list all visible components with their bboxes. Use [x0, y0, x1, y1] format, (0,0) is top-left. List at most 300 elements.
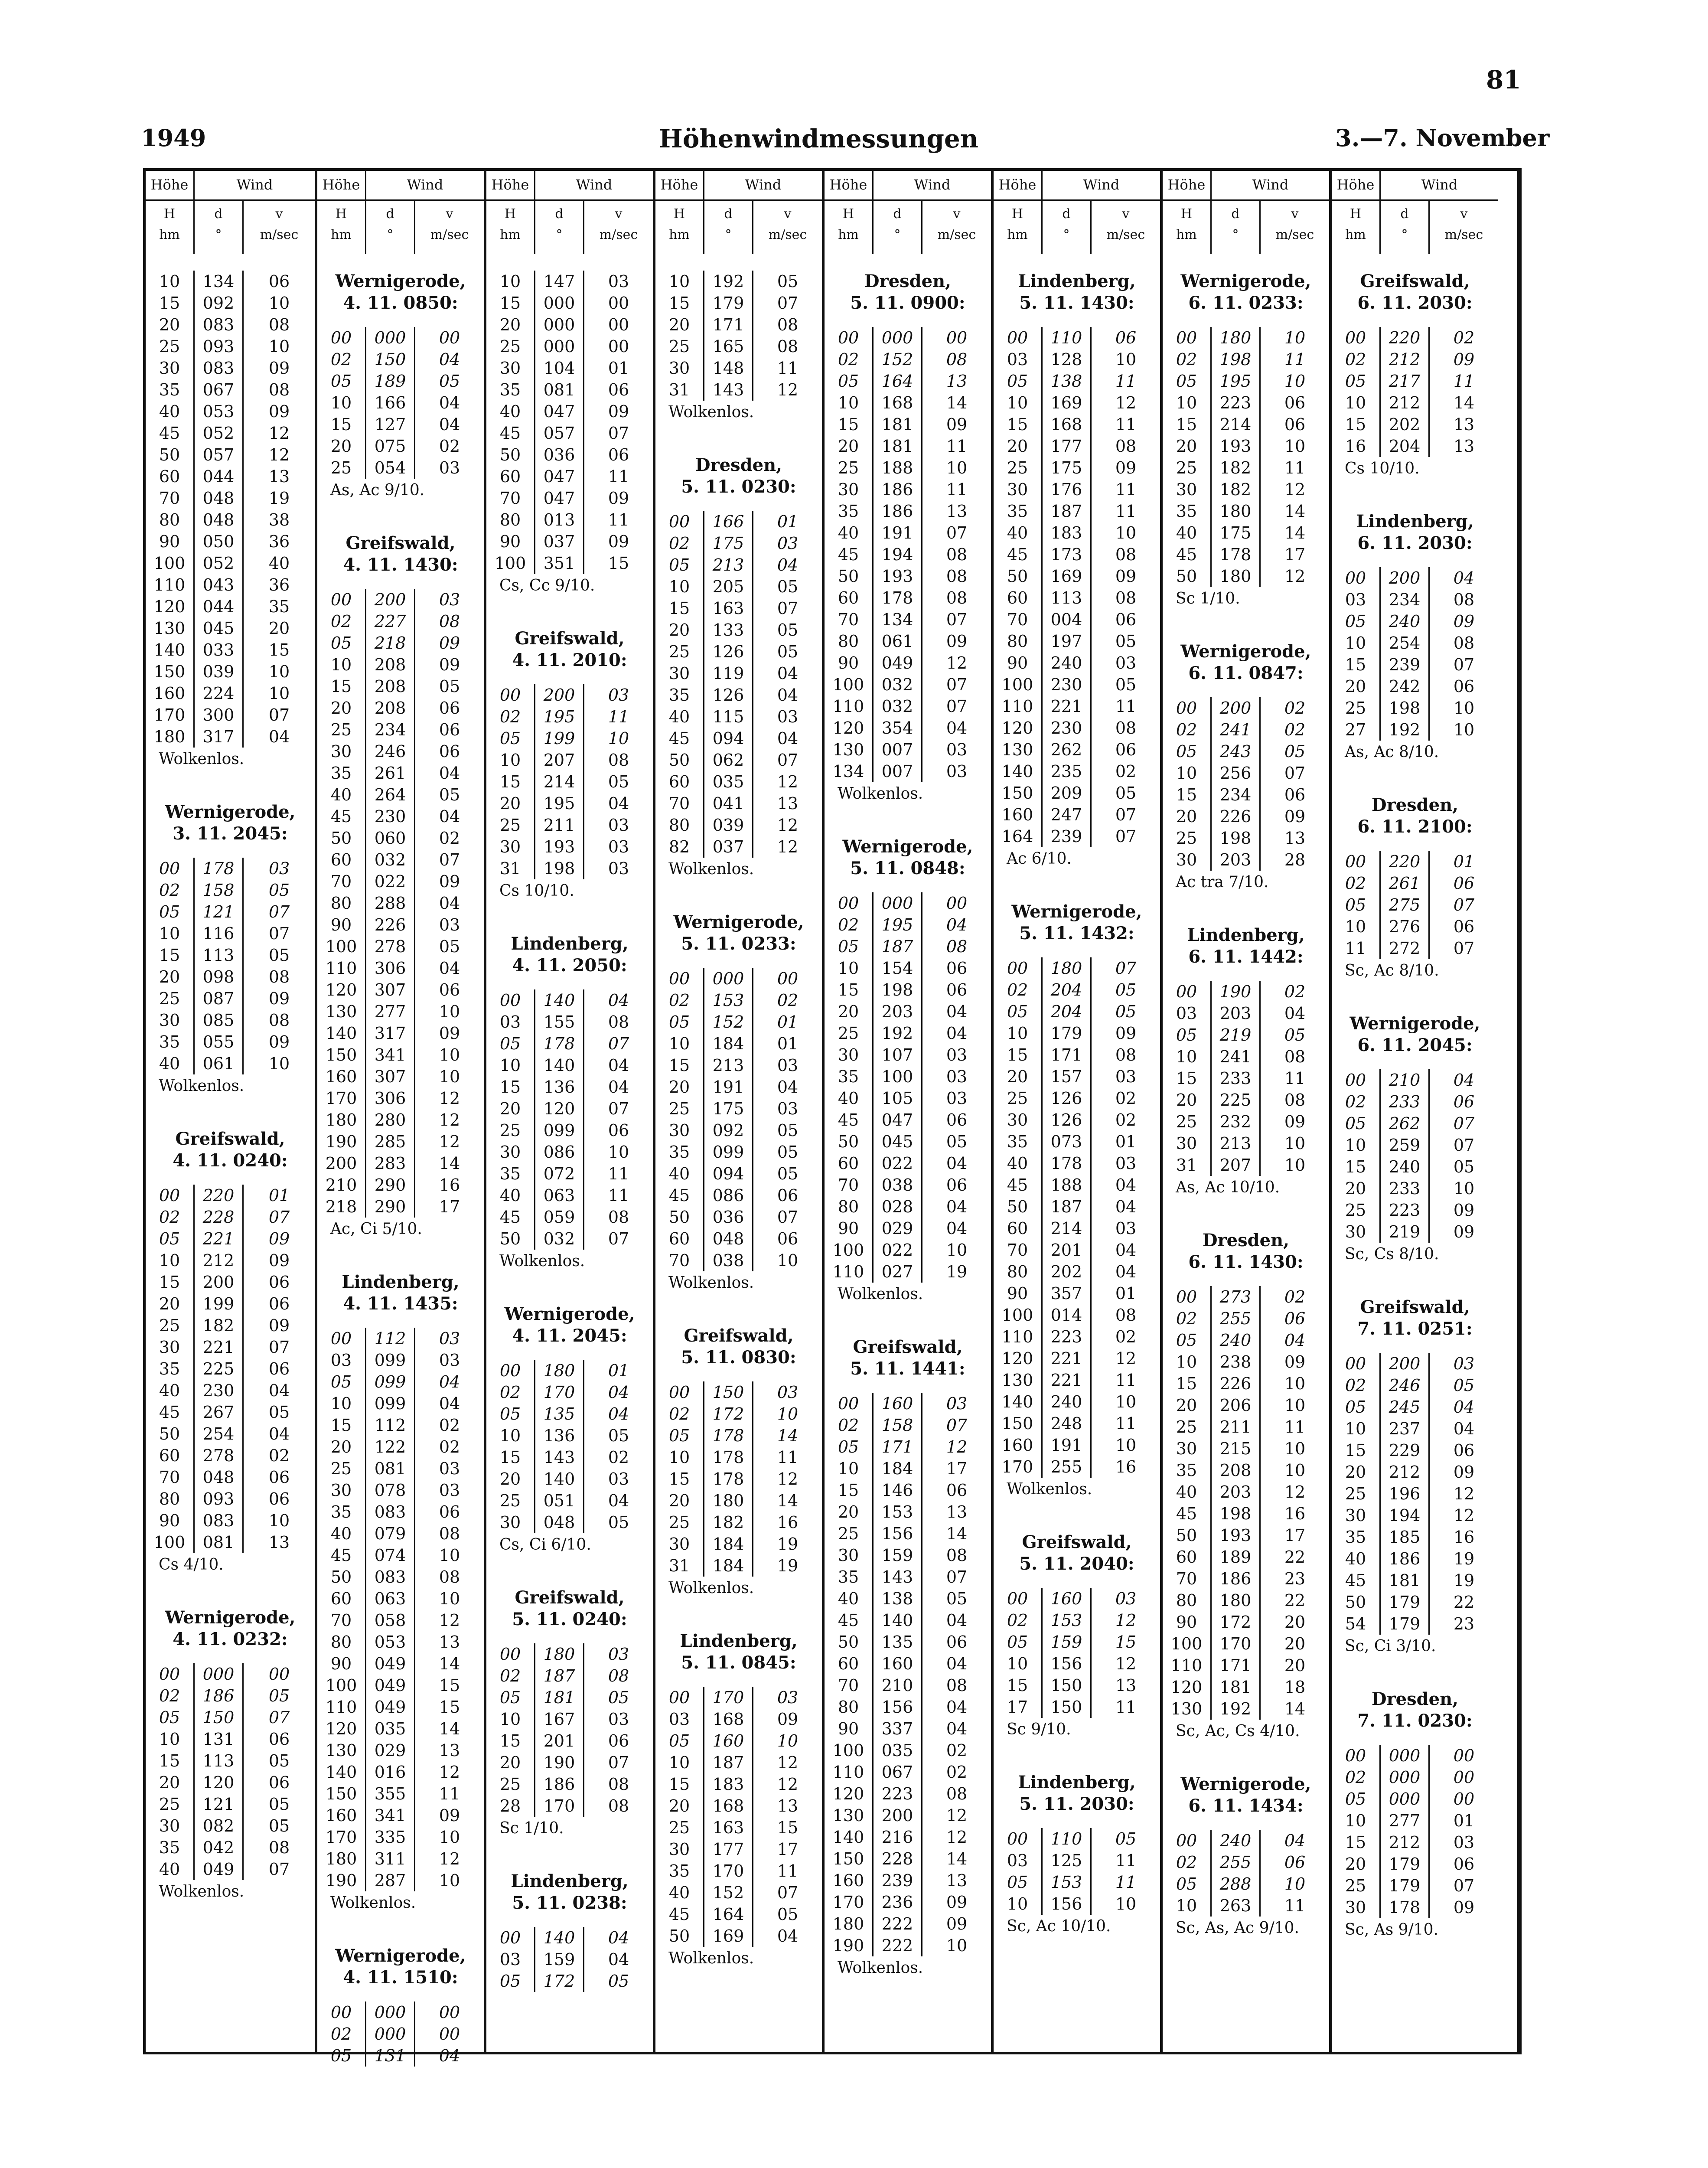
speed-cell: 06 [268, 1730, 290, 1749]
direction-cell: 226 [365, 914, 415, 936]
direction-cell: 210 [872, 1675, 922, 1696]
speed-cell: 04 [1453, 1419, 1475, 1438]
station-block [1332, 1013, 1498, 1296]
direction-cell: 000 [193, 1663, 244, 1685]
direction-cell: 217 [1379, 370, 1430, 392]
table-row [994, 1588, 1160, 1610]
speed-cell: 05 [439, 677, 460, 696]
speed-cell: 06 [1453, 874, 1475, 893]
table-row [825, 957, 991, 979]
height-cell: 02 [330, 350, 352, 369]
direction-cell: 212 [1379, 1832, 1430, 1853]
speed-cell: 07 [1453, 1876, 1475, 1895]
table-row [994, 522, 1160, 544]
speed-cell: 14 [946, 1524, 968, 1543]
direction-cell: 192 [703, 271, 753, 292]
speed-cell: 00 [608, 315, 629, 334]
direction-cell: 242 [1379, 676, 1430, 697]
height-cell: 70 [330, 872, 352, 891]
observation-time: 6. 11. 0847: [1188, 663, 1304, 683]
height-cell: 10 [499, 1426, 521, 1445]
table-row [994, 1326, 1160, 1348]
table-row [655, 1490, 822, 1512]
direction-cell: 221 [1041, 1348, 1092, 1369]
observation-time: 6. 11. 1434: [1188, 1796, 1304, 1816]
speed-cell: 05 [268, 1403, 290, 1422]
speed-cell: 04 [268, 1381, 290, 1400]
observation-time: 5. 11. 0238: [512, 1893, 627, 1913]
speed-cell: 05 [608, 1972, 629, 1991]
height-cell: 54 [1345, 1614, 1366, 1633]
table-row [146, 271, 315, 292]
height-cell: 20 [1345, 1179, 1366, 1198]
direction-cell: 170 [1210, 1633, 1261, 1655]
speed-cell: 02 [608, 1448, 629, 1467]
speed-cell: 04 [439, 894, 460, 913]
direction-cell: 202 [1041, 1261, 1092, 1283]
direction-cell: 186 [872, 500, 922, 522]
table-row [486, 1468, 653, 1490]
table-row [1163, 827, 1329, 849]
speed-cell: 07 [1453, 939, 1475, 958]
height-cell: 10 [1345, 1811, 1366, 1830]
speed-cell: 07 [1115, 805, 1137, 824]
table-row [1163, 1024, 1329, 1046]
station-block [1163, 641, 1329, 924]
height-cell: 45 [1176, 545, 1197, 564]
speed-cell: 10 [439, 1002, 460, 1021]
table-row [1163, 1830, 1329, 1851]
speed-cell: 06 [268, 272, 290, 291]
direction-cell: 032 [534, 1228, 584, 1250]
direction-cell: 178 [193, 858, 244, 879]
speed-cell: 06 [777, 1186, 799, 1205]
table-row [994, 1066, 1160, 1087]
height-cell: 35 [1007, 1132, 1028, 1151]
speed-cell: 06 [777, 1229, 799, 1248]
direction-cell: 126 [1041, 1087, 1092, 1109]
table-row [825, 1718, 991, 1740]
table-row [1332, 1221, 1498, 1243]
direction-cell: 188 [1041, 1174, 1092, 1196]
direction-cell: 049 [365, 1675, 415, 1696]
speed-cell: 19 [268, 489, 290, 508]
height-cell: 40 [838, 1089, 859, 1108]
table-row [1332, 1440, 1498, 1461]
height-cell: 50 [668, 1208, 690, 1227]
direction-cell: 202 [1379, 414, 1430, 435]
direction-cell: 099 [534, 1120, 584, 1141]
direction-cell: 200 [193, 1271, 244, 1293]
table-row [994, 479, 1160, 500]
direction-cell: 154 [872, 957, 922, 979]
height-cell: 20 [668, 620, 690, 640]
table-row [486, 771, 653, 793]
table-row [655, 1055, 822, 1076]
height-cell: 50 [1007, 567, 1028, 586]
header-v: v [953, 206, 961, 222]
header-wind: Wind [1252, 176, 1289, 193]
speed-cell: 05 [439, 937, 460, 956]
speed-cell: 03 [608, 816, 629, 835]
header-d: d [724, 206, 733, 222]
table-row [825, 674, 991, 695]
speed-cell: 09 [1284, 1352, 1306, 1371]
table-row [1332, 1069, 1498, 1091]
direction-cell: 160 [872, 1393, 922, 1414]
header-d: d [1231, 206, 1240, 222]
height-cell: 05 [668, 1012, 690, 1032]
speed-cell: 05 [268, 1795, 290, 1814]
speed-cell: 12 [946, 1437, 968, 1456]
direction-cell: 209 [1041, 782, 1092, 804]
speed-cell: 14 [439, 1654, 460, 1673]
station-name: Wernigerode, [1180, 1774, 1311, 1794]
height-cell: 00 [159, 859, 180, 878]
height-cell: 140 [153, 640, 186, 660]
direction-cell: 255 [1041, 1456, 1092, 1478]
table-row [655, 706, 822, 728]
direction-cell: 234 [1379, 589, 1430, 611]
direction-cell: 086 [534, 1141, 584, 1163]
direction-cell: 187 [1041, 1196, 1092, 1218]
speed-cell: 08 [608, 1012, 629, 1032]
direction-cell: 228 [872, 1848, 922, 1870]
direction-cell: 048 [193, 1466, 244, 1488]
table-row [994, 327, 1160, 349]
direction-cell: 203 [1210, 1481, 1261, 1503]
table-row [655, 1141, 822, 1163]
direction-cell: 203 [1210, 1002, 1261, 1024]
direction-cell: 135 [872, 1631, 922, 1653]
height-cell: 40 [330, 1524, 352, 1543]
table-row [825, 392, 991, 414]
direction-cell: 204 [1041, 1001, 1092, 1022]
speed-cell: 10 [268, 662, 290, 681]
speed-cell: 12 [777, 837, 799, 856]
speed-cell: 03 [946, 1089, 968, 1108]
direction-cell: 125 [1041, 1850, 1092, 1871]
table-row [994, 630, 1160, 652]
direction-cell: 216 [872, 1826, 922, 1848]
height-cell: 140 [832, 1828, 864, 1847]
wind-table [143, 168, 1522, 2065]
page-title: Höhenwindmessungen [659, 124, 978, 153]
table-row [994, 1153, 1160, 1174]
table-row [317, 936, 484, 957]
table-row [1332, 1353, 1498, 1375]
table-row [317, 827, 484, 849]
table-column [1160, 171, 1329, 2052]
table-row [1332, 1810, 1498, 1832]
direction-cell: 212 [193, 1250, 244, 1271]
speed-cell: 05 [439, 785, 460, 804]
speed-cell: 03 [439, 458, 460, 477]
cloud-note: Wolkenlos. [668, 1579, 754, 1597]
direction-cell: 007 [872, 739, 922, 761]
height-cell: 00 [1007, 959, 1028, 978]
table-row [146, 1858, 315, 1880]
height-cell: 15 [1345, 415, 1366, 434]
column-subheader [1332, 199, 1498, 254]
table-row [486, 357, 653, 379]
direction-cell: 190 [1210, 981, 1261, 1002]
direction-cell: 035 [703, 771, 753, 793]
height-cell: 20 [1007, 1067, 1028, 1086]
direction-cell: 206 [1210, 1394, 1261, 1416]
speed-cell: 14 [777, 1491, 799, 1510]
table-row [994, 1174, 1160, 1196]
height-cell: 00 [159, 1665, 180, 1684]
table-row [655, 271, 822, 292]
direction-cell: 131 [193, 1728, 244, 1750]
height-cell: 31 [668, 380, 690, 399]
speed-cell: 03 [608, 837, 629, 856]
direction-cell: 177 [703, 1838, 753, 1860]
observation-time: 5. 11. 0845: [681, 1652, 796, 1673]
height-cell: 110 [832, 1763, 864, 1782]
height-cell: 35 [159, 1838, 180, 1857]
height-cell: 164 [1001, 827, 1033, 846]
table-row [486, 1098, 653, 1120]
direction-cell: 212 [1379, 1461, 1430, 1483]
direction-cell: 214 [534, 771, 584, 793]
direction-cell: 113 [193, 944, 244, 966]
height-cell: 40 [159, 1381, 180, 1400]
speed-cell: 10 [1284, 437, 1306, 456]
direction-cell: 134 [872, 609, 922, 630]
table-row [317, 1044, 484, 1066]
height-cell: 25 [1345, 1484, 1366, 1503]
table-row [655, 1446, 822, 1468]
header-v: v [1122, 206, 1130, 222]
direction-cell: 081 [534, 379, 584, 401]
direction-cell: 220 [193, 1185, 244, 1206]
height-cell: 70 [1176, 1569, 1197, 1588]
cloud-note: Wolkenlos. [838, 1285, 923, 1303]
speed-cell: 07 [1453, 1136, 1475, 1155]
speed-cell: 01 [777, 512, 799, 531]
table-row [1332, 370, 1498, 392]
table-row [825, 414, 991, 435]
table-row [994, 1348, 1160, 1369]
direction-cell: 199 [193, 1293, 244, 1315]
height-cell: 15 [159, 1273, 180, 1292]
table-row [825, 1153, 991, 1174]
table-row [317, 1414, 484, 1436]
direction-cell: 180 [1041, 957, 1092, 979]
height-cell: 35 [499, 1164, 521, 1183]
speed-cell: 07 [1453, 895, 1475, 914]
table-row [486, 379, 653, 401]
height-cell: 30 [668, 664, 690, 683]
height-cell: 100 [832, 1741, 864, 1760]
height-cell: 10 [668, 272, 690, 291]
direction-cell: 094 [703, 1163, 753, 1185]
height-cell: 02 [838, 915, 859, 934]
table-row [1163, 1329, 1329, 1351]
height-cell: 25 [1345, 1201, 1366, 1220]
header-v: v [446, 206, 453, 222]
table-row [825, 979, 991, 1001]
speed-cell: 14 [1284, 1699, 1306, 1718]
cloud-note: Wolkenlos. [668, 1949, 754, 1967]
table-row [486, 336, 653, 357]
height-cell: 45 [668, 1186, 690, 1205]
direction-cell: 246 [365, 741, 415, 762]
direction-cell: 127 [365, 414, 415, 435]
speed-cell: 04 [1115, 1241, 1137, 1260]
height-cell: 40 [668, 1164, 690, 1183]
speed-cell: 06 [439, 980, 460, 999]
height-cell: 40 [1345, 1549, 1366, 1568]
height-cell: 60 [838, 1654, 859, 1673]
direction-cell: 156 [1041, 1653, 1092, 1675]
height-cell: 35 [159, 1359, 180, 1378]
height-cell: 25 [330, 458, 352, 477]
speed-cell: 03 [946, 740, 968, 759]
height-cell: 45 [159, 424, 180, 443]
height-cell: 15 [1345, 1157, 1366, 1176]
speed-cell: 17 [439, 1197, 460, 1216]
header-v: v [1460, 206, 1468, 222]
speed-cell: 04 [1453, 568, 1475, 588]
speed-cell: 09 [268, 359, 290, 378]
direction-cell: 160 [872, 1653, 922, 1675]
height-cell: 170 [1001, 1457, 1033, 1476]
speed-cell: 04 [946, 718, 968, 738]
speed-cell: 12 [439, 1089, 460, 1108]
direction-cell: 168 [1041, 414, 1092, 435]
speed-cell: 04 [608, 1928, 629, 1947]
direction-cell: 290 [365, 1196, 415, 1218]
speed-cell: 05 [439, 372, 460, 391]
table-row [825, 1566, 991, 1588]
direction-cell: 171 [872, 1436, 922, 1458]
height-cell: 130 [1170, 1699, 1203, 1718]
speed-cell: 06 [1115, 328, 1137, 347]
speed-cell: 03 [608, 272, 629, 291]
height-cell: 160 [832, 1871, 864, 1890]
height-cell: 90 [499, 532, 521, 551]
header-deg: ° [894, 227, 901, 242]
height-cell: 60 [668, 772, 690, 791]
direction-cell: 178 [1210, 544, 1261, 565]
height-cell: 10 [1007, 1024, 1028, 1043]
height-cell: 10 [330, 1394, 352, 1413]
speed-cell: 02 [1115, 1110, 1137, 1130]
direction-cell: 240 [1210, 1830, 1261, 1851]
direction-cell: 172 [1210, 1611, 1261, 1633]
station-name: Lindenberg, [1187, 925, 1305, 945]
table-row [317, 1479, 484, 1501]
observation-time: 5. 11. 0900: [850, 293, 965, 313]
speed-cell: 12 [777, 380, 799, 399]
speed-cell: 05 [608, 1513, 629, 1532]
direction-cell: 051 [534, 1490, 584, 1512]
speed-cell: 03 [1453, 1354, 1475, 1373]
header-v: v [275, 206, 283, 222]
table-row [486, 1752, 653, 1773]
table-row [825, 1239, 991, 1261]
table-row [486, 1512, 653, 1533]
direction-cell: 247 [1041, 804, 1092, 826]
height-cell: 27 [1345, 720, 1366, 739]
direction-cell: 159 [534, 1949, 584, 1970]
observation-time: 5. 11. 1441: [850, 1358, 965, 1379]
height-cell: 80 [330, 1633, 352, 1652]
direction-cell: 179 [1379, 1853, 1430, 1875]
height-cell: 120 [1001, 1349, 1033, 1368]
speed-cell: 05 [608, 1688, 629, 1707]
height-cell: 130 [1001, 740, 1033, 759]
table-row [825, 1805, 991, 1826]
direction-cell: 143 [703, 379, 753, 401]
direction-cell: 053 [193, 401, 244, 422]
table-row [146, 1228, 315, 1250]
table-row [317, 1196, 484, 1218]
observation-time: 6. 11. 2045: [1357, 1035, 1473, 1055]
table-row [825, 1479, 991, 1501]
table-row [486, 1446, 653, 1468]
direction-cell: 063 [365, 1588, 415, 1610]
table-row [146, 1293, 315, 1315]
speed-cell: 10 [268, 1511, 290, 1530]
table-row [1163, 1111, 1329, 1133]
speed-cell: 01 [268, 1186, 290, 1205]
height-cell: 10 [159, 272, 180, 291]
direction-cell: 138 [1041, 370, 1092, 392]
table-row [317, 1349, 484, 1371]
height-cell: 20 [1176, 1396, 1197, 1415]
height-cell: 10 [1007, 1654, 1028, 1673]
station-name: Wernigerode, [1011, 901, 1142, 922]
height-cell: 20 [330, 1437, 352, 1456]
height-cell: 02 [1007, 980, 1028, 999]
table-column [1329, 171, 1498, 2052]
height-cell: 05 [1007, 1873, 1028, 1892]
table-row [146, 1793, 315, 1815]
height-cell: 00 [159, 1186, 180, 1205]
direction-cell: 207 [1210, 1154, 1261, 1176]
height-cell: 25 [499, 1491, 521, 1510]
height-cell: 15 [668, 294, 690, 313]
height-cell: 25 [330, 720, 352, 739]
direction-cell: 041 [703, 793, 753, 814]
table-row [825, 544, 991, 565]
height-cell: 35 [1007, 502, 1028, 521]
date-range: 3.—7. November [1335, 124, 1550, 152]
height-cell: 10 [668, 1753, 690, 1772]
height-cell: 25 [1345, 1876, 1366, 1895]
column-header [1332, 171, 1498, 201]
height-cell: 160 [325, 1067, 357, 1086]
direction-cell: 169 [1041, 565, 1092, 587]
table-row [655, 1773, 822, 1795]
direction-cell: 013 [534, 509, 584, 531]
height-cell: 60 [159, 467, 180, 486]
table-row [317, 1328, 484, 1349]
direction-cell: 193 [1210, 435, 1261, 457]
direction-cell: 179 [1041, 1022, 1092, 1044]
height-cell: 05 [838, 1437, 859, 1456]
station-name: Wernigerode, [504, 1304, 635, 1324]
table-row [825, 1066, 991, 1087]
speed-cell: 02 [777, 991, 799, 1010]
direction-cell: 311 [365, 1848, 415, 1870]
speed-cell: 16 [1284, 1504, 1306, 1523]
table-row [317, 1870, 484, 1891]
